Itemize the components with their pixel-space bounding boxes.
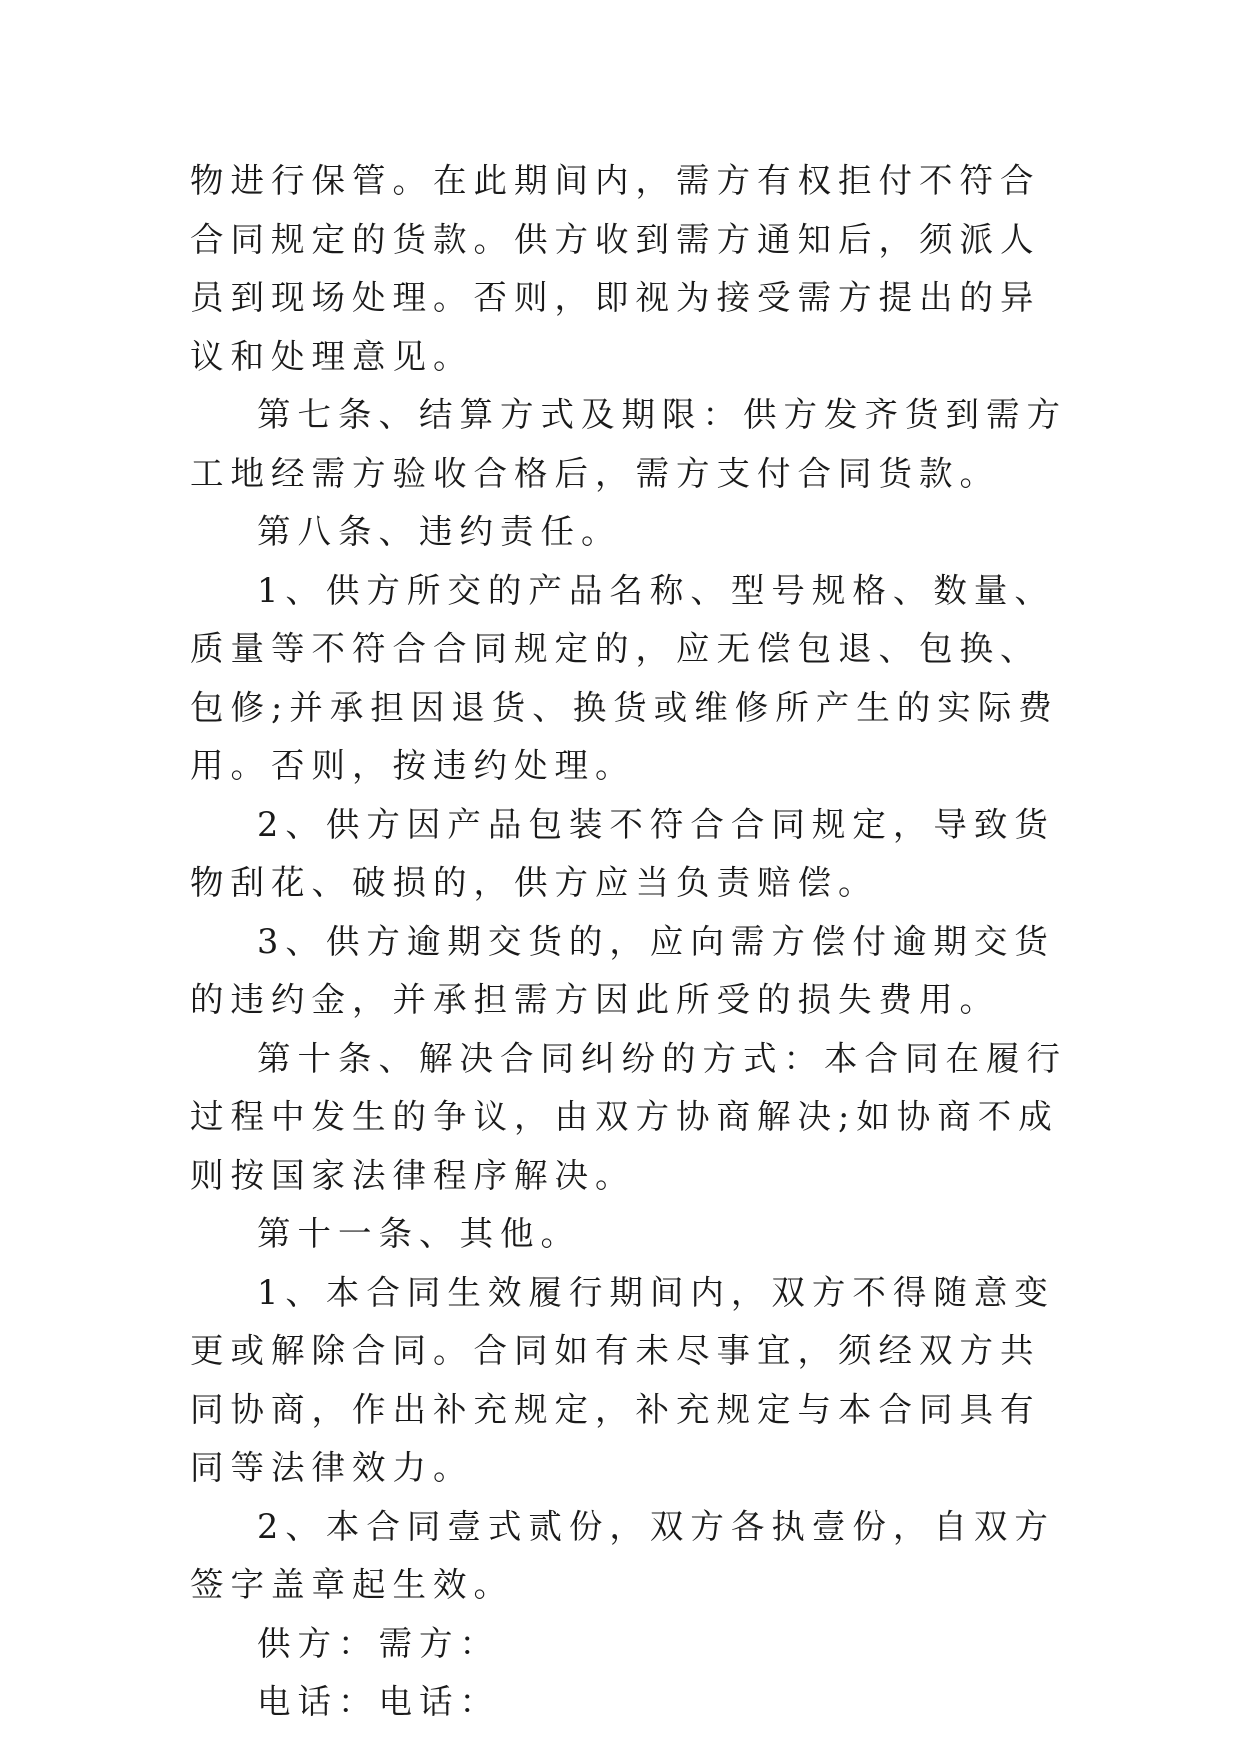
paragraph-article-11-heading: 第十一条、其他。	[257, 1214, 581, 1253]
paragraph-article-11-item-1: 1、本合同生效履行期间内，双方不得随意变更或解除合同。合同如有未尽事宜，须经双方共同协商，作出补充规定，补充规定与本合同具有同等法律效力。	[190, 1272, 1055, 1487]
paragraph-article-7-settlement: 第七条、结算方式及期限：供方发齐货到需方工地经需方验收合格后，需方支付合同货款。	[190, 395, 1067, 493]
paragraph-continuation-storage: 物进行保管。在此期间内，需方有权拒付不符合合同规定的货款。供方收到需方通知后，须派人员到现场处理。否则，即视为接受需方提出的异议和处理意见。	[190, 161, 1041, 376]
document-body	[190, 152, 1070, 1732]
paragraph-article-8-item-2: 2、供方因产品包装不符合合同规定，导致货物刮花、破损的，供方应当负责赔偿。	[190, 804, 1055, 902]
signature-phone-line: 电话：电话：	[257, 1682, 500, 1721]
signature-parties-line: 供方：需方：	[257, 1623, 500, 1663]
paragraph-article-8-heading: 第八条、违约责任。	[257, 512, 622, 551]
paragraph-article-8-item-1: 1、供方所交的产品名称、型号规格、数量、质量等不符合合同规定的，应无偿包退、包换、包修;并承担因退货、换货或维修所产生的实际费用。否则，按违约处理。	[190, 570, 1059, 785]
paragraph-article-10-disputes: 第十条、解决合同纠纷的方式：本合同在履行过程中发生的争议，由双方协商解决;如协商不成则按国家法律程序解决。	[190, 1038, 1067, 1195]
paragraph-article-11-item-2: 2、本合同壹式贰份，双方各执壹份，自双方签字盖章起生效。	[190, 1506, 1055, 1604]
paragraph-article-8-item-3: 3、供方逾期交货的，应向需方偿付逾期交货的违约金，并承担需方因此所受的损失费用。	[190, 921, 1055, 1019]
